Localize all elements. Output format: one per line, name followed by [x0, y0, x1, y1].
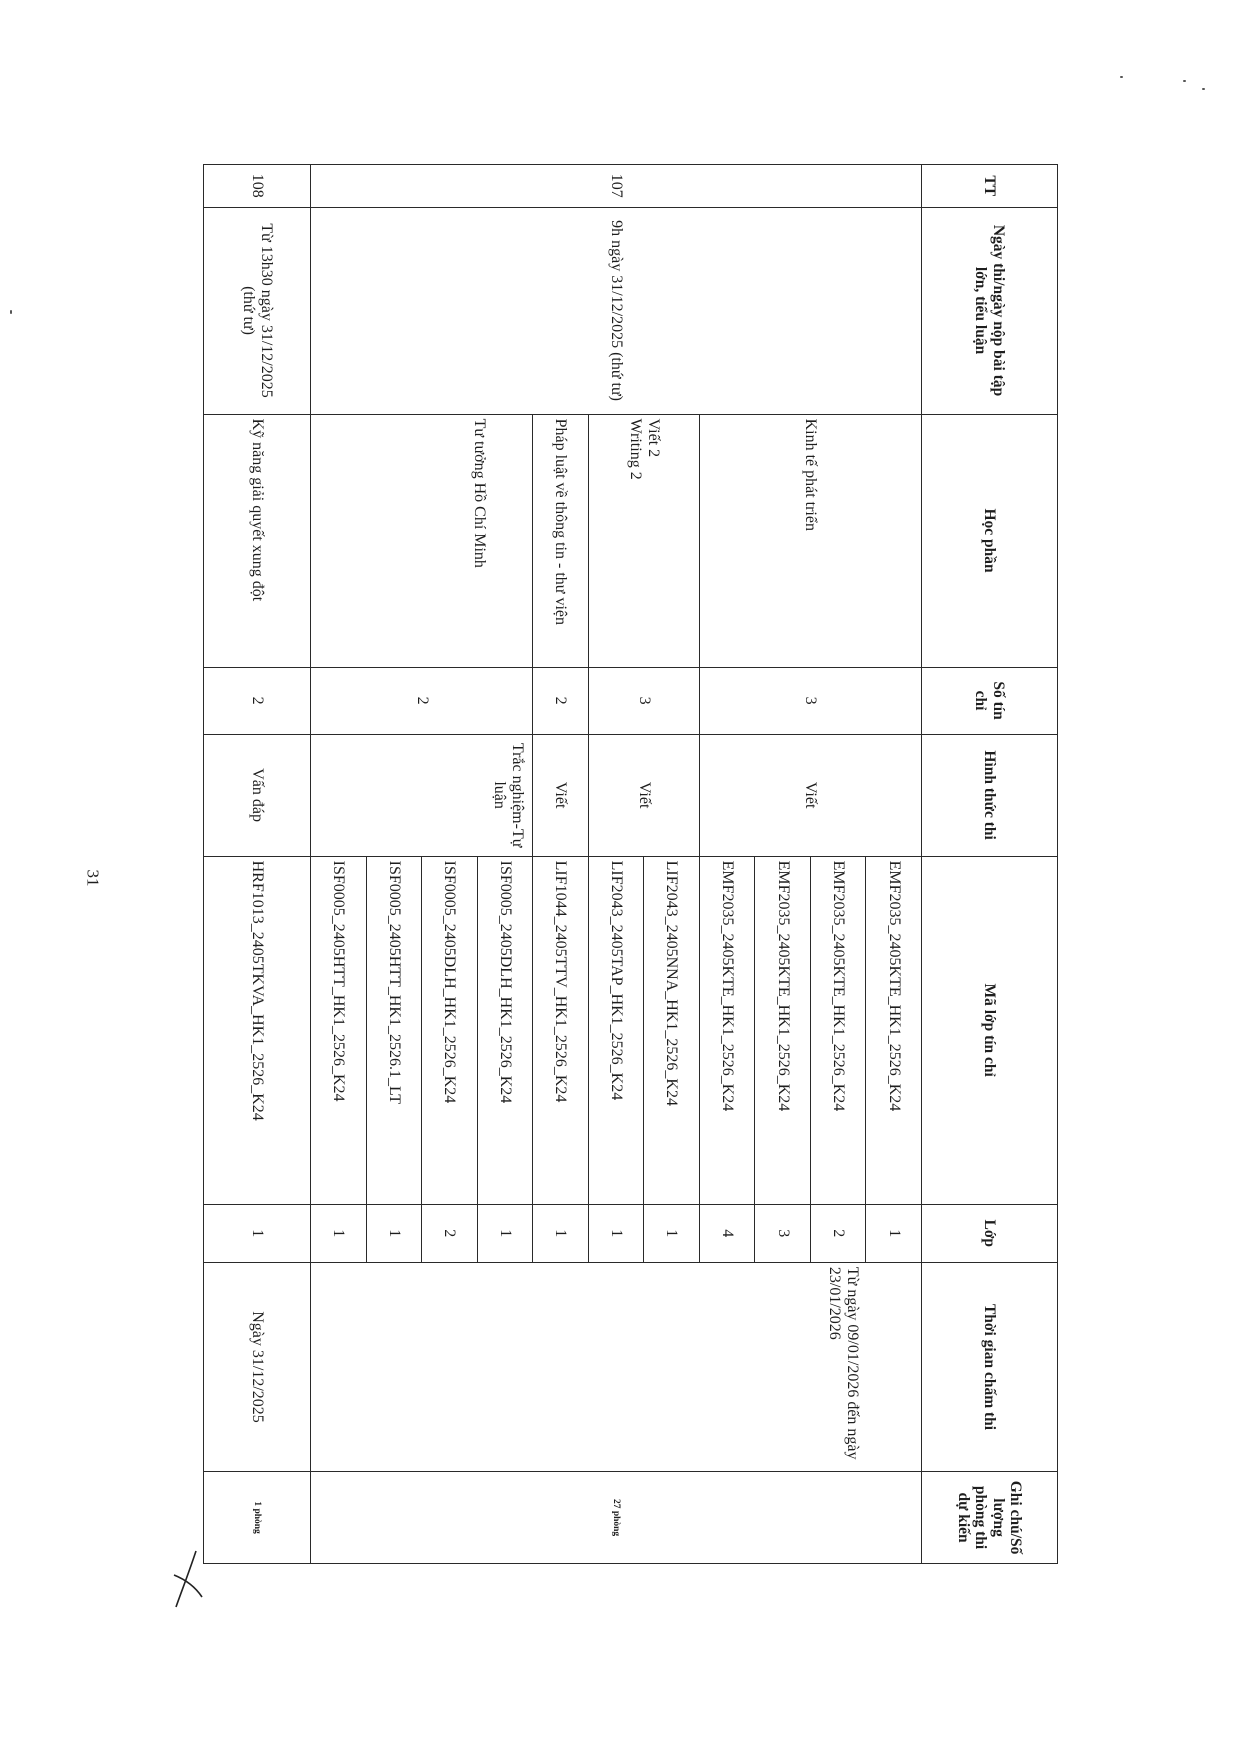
exam-date-cell: Từ 13h30 ngày 31/12/2025 (thứ tư) — [204, 207, 311, 414]
group-cell: 1 — [204, 1204, 311, 1262]
table-row — [204, 165, 311, 1564]
header-course: Học phần — [922, 414, 1058, 667]
credits-cell: 3 — [699, 667, 921, 734]
class-code-cell: EMF2035_2405KTE_HK1_2526_K24 — [810, 856, 866, 1204]
class-code-cell: LIF1044_2405TTV_HK1_2526_K24 — [533, 856, 589, 1204]
class-code-cell: LIF2043_2405NNA_HK1_2526_K24 — [644, 856, 700, 1204]
course-name-cell: Pháp luật về thông tin - thư viện — [533, 414, 589, 667]
group-cell: 2 — [422, 1204, 478, 1262]
group-cell: 4 — [699, 1204, 755, 1262]
header-group: Lớp — [922, 1204, 1058, 1262]
group-cell: 2 — [810, 1204, 866, 1262]
header-note: Ghi chú/Số lượng phòng thi dự kiến — [922, 1472, 1058, 1564]
group-cell: 1 — [366, 1204, 422, 1262]
exam-form-cell: Viết — [699, 734, 921, 856]
header-grading: Thời gian chấm thi — [922, 1262, 1058, 1471]
header-row — [922, 165, 1058, 1564]
credits-cell: 2 — [533, 667, 589, 734]
exam-form-cell: Viết — [588, 734, 699, 856]
note-cell: 1 phòng — [204, 1472, 311, 1564]
tt-cell: 108 — [204, 165, 311, 208]
header-date: Ngày thi/ngày nộp bài tập lớn, tiểu luận — [922, 207, 1058, 414]
group-cell: 1 — [644, 1204, 700, 1262]
scan-speck — [1202, 88, 1205, 90]
table-row — [866, 165, 922, 1564]
grading-time-cell: Từ ngày 09/01/2026 đến ngày 23/01/2026 — [310, 1262, 921, 1471]
group-cell: 3 — [755, 1204, 811, 1262]
group-cell: 1 — [310, 1204, 366, 1262]
credits-cell: 2 — [310, 667, 532, 734]
class-code-cell: EMF2035_2405KTE_HK1_2526_K24 — [755, 856, 811, 1204]
scan-speck — [10, 310, 12, 314]
group-cell: 1 — [866, 1204, 922, 1262]
header-form: Hình thức thi — [922, 734, 1058, 856]
exam-form-cell: Trắc nghiệm-Tự luận — [310, 734, 532, 856]
course-name-cell: Kinh tế phát triển — [699, 414, 921, 667]
class-code-cell: ISF0005_2405DLH_HK1_2526_K24 — [422, 856, 478, 1204]
exam-date-cell: 9h ngày 31/12/2025 (thứ tư) — [310, 207, 921, 414]
header-tt: TT — [922, 165, 1058, 208]
header-class-code: Mã lớp tín chỉ — [922, 856, 1058, 1204]
class-code-cell: ISF0005_2405HTT_HK1_2526_K24 — [310, 856, 366, 1204]
grading-time-cell: Ngày 31/12/2025 — [204, 1262, 311, 1471]
exam-form-cell: Vấn đáp — [204, 734, 311, 856]
class-code-cell: ISF0005_2405HTT_HK1_2526.1_LT — [366, 856, 422, 1204]
scan-speck — [1120, 76, 1123, 78]
credits-cell: 3 — [588, 667, 699, 734]
tt-cell: 107 — [310, 165, 921, 208]
class-code-cell: ISF0005_2405DLH_HK1_2526_K24 — [477, 856, 533, 1204]
page-number: 31 — [83, 869, 103, 887]
class-code-cell: EMF2035_2405KTE_HK1_2526_K24 — [699, 856, 755, 1204]
signature-mark — [170, 1545, 210, 1615]
group-cell: 1 — [588, 1204, 644, 1262]
course-name-cell: Viết 2 Writing 2 — [588, 414, 699, 667]
exam-schedule-table — [203, 164, 1058, 1564]
scan-speck — [1183, 80, 1186, 82]
group-cell: 1 — [533, 1204, 589, 1262]
course-name-cell: Kỹ năng giải quyết xung đột — [204, 414, 311, 667]
exam-form-cell: Viết — [533, 734, 589, 856]
header-credits: Số tín chỉ — [922, 667, 1058, 734]
rotated-table-block — [203, 164, 1058, 1564]
class-code-cell: EMF2035_2405KTE_HK1_2526_K24 — [866, 856, 922, 1204]
class-code-cell: HRF1013_2405TKVA_HK1_2526_K24 — [204, 856, 311, 1204]
course-name-cell: Tư tưởng Hồ Chí Minh — [310, 414, 532, 667]
credits-cell: 2 — [204, 667, 311, 734]
note-cell: 27 phòng — [310, 1472, 921, 1564]
group-cell: 1 — [477, 1204, 533, 1262]
class-code-cell: LIF2043_2405TAP_HK1_2526_K24 — [588, 856, 644, 1204]
